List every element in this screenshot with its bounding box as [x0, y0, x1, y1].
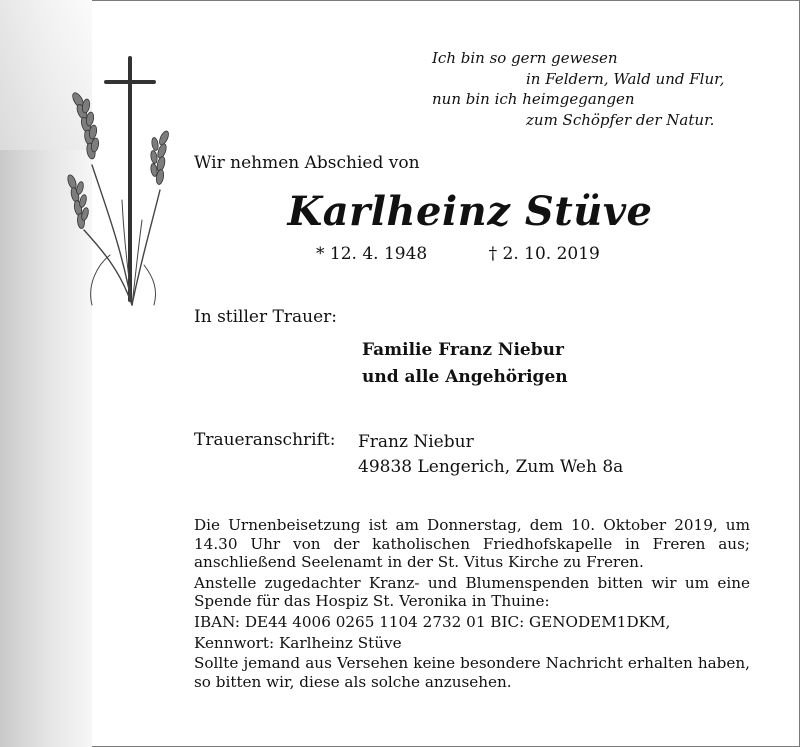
poem-line: zum Schöpfer der Natur.	[526, 110, 715, 129]
donation-request: Anstelle zugedachter Kranz- und Blumenspenden bitten wir um eine Spende für das Hospiz St. Veronika in Thuine:	[194, 573, 750, 611]
address-line: 49838 Lengerich, Zum Weh 8a	[358, 457, 624, 477]
burial-info: Die Urnenbeisetzung ist am Donnerstag, dem 10. Oktober 2019, um 14.30 Uhr von der katholischen Friedhofskapelle in Freren aus; anschließend Seelenamt in der St. Vitus Kirche zu Freren.	[194, 516, 750, 572]
farewell-intro: Wir nehmen Abschied von	[194, 153, 420, 173]
bank-details: IBAN: DE44 4006 0265 1104 2732 01 BIC: GENODEM1DKM,	[194, 612, 671, 631]
mourning-label: In stiller Trauer:	[194, 307, 337, 327]
life-dates	[316, 244, 600, 264]
poem-line: nun bin ich heimgegangen	[432, 90, 635, 108]
donation-keyword: Kennwort: Karlheinz Stüve	[194, 633, 402, 652]
address-line: Franz Niebur	[358, 432, 474, 452]
birth-date: * 12. 4. 1948	[316, 244, 428, 264]
deceased-name: Karlheinz Stüve	[287, 188, 653, 235]
mourners-line: und alle Angehörigen	[362, 367, 568, 387]
mourning-address	[358, 430, 623, 480]
poem-verse	[432, 48, 724, 130]
closing-note: Sollte jemand aus Versehen keine besondere Nachricht erhalten haben, so bitten wir, diese als solche anzusehen.	[194, 654, 750, 691]
notice-details	[194, 516, 750, 693]
cross-with-wheat-icon	[62, 50, 172, 310]
address-label: Traueranschrift:	[194, 430, 336, 450]
death-date: † 2. 10. 2019	[488, 244, 600, 264]
poem-line: in Feldern, Wald und Flur,	[526, 69, 725, 88]
mourners-line: Familie Franz Niebur	[362, 340, 564, 360]
poem-line: Ich bin so gern gewesen	[432, 49, 618, 67]
mourners	[362, 337, 568, 391]
